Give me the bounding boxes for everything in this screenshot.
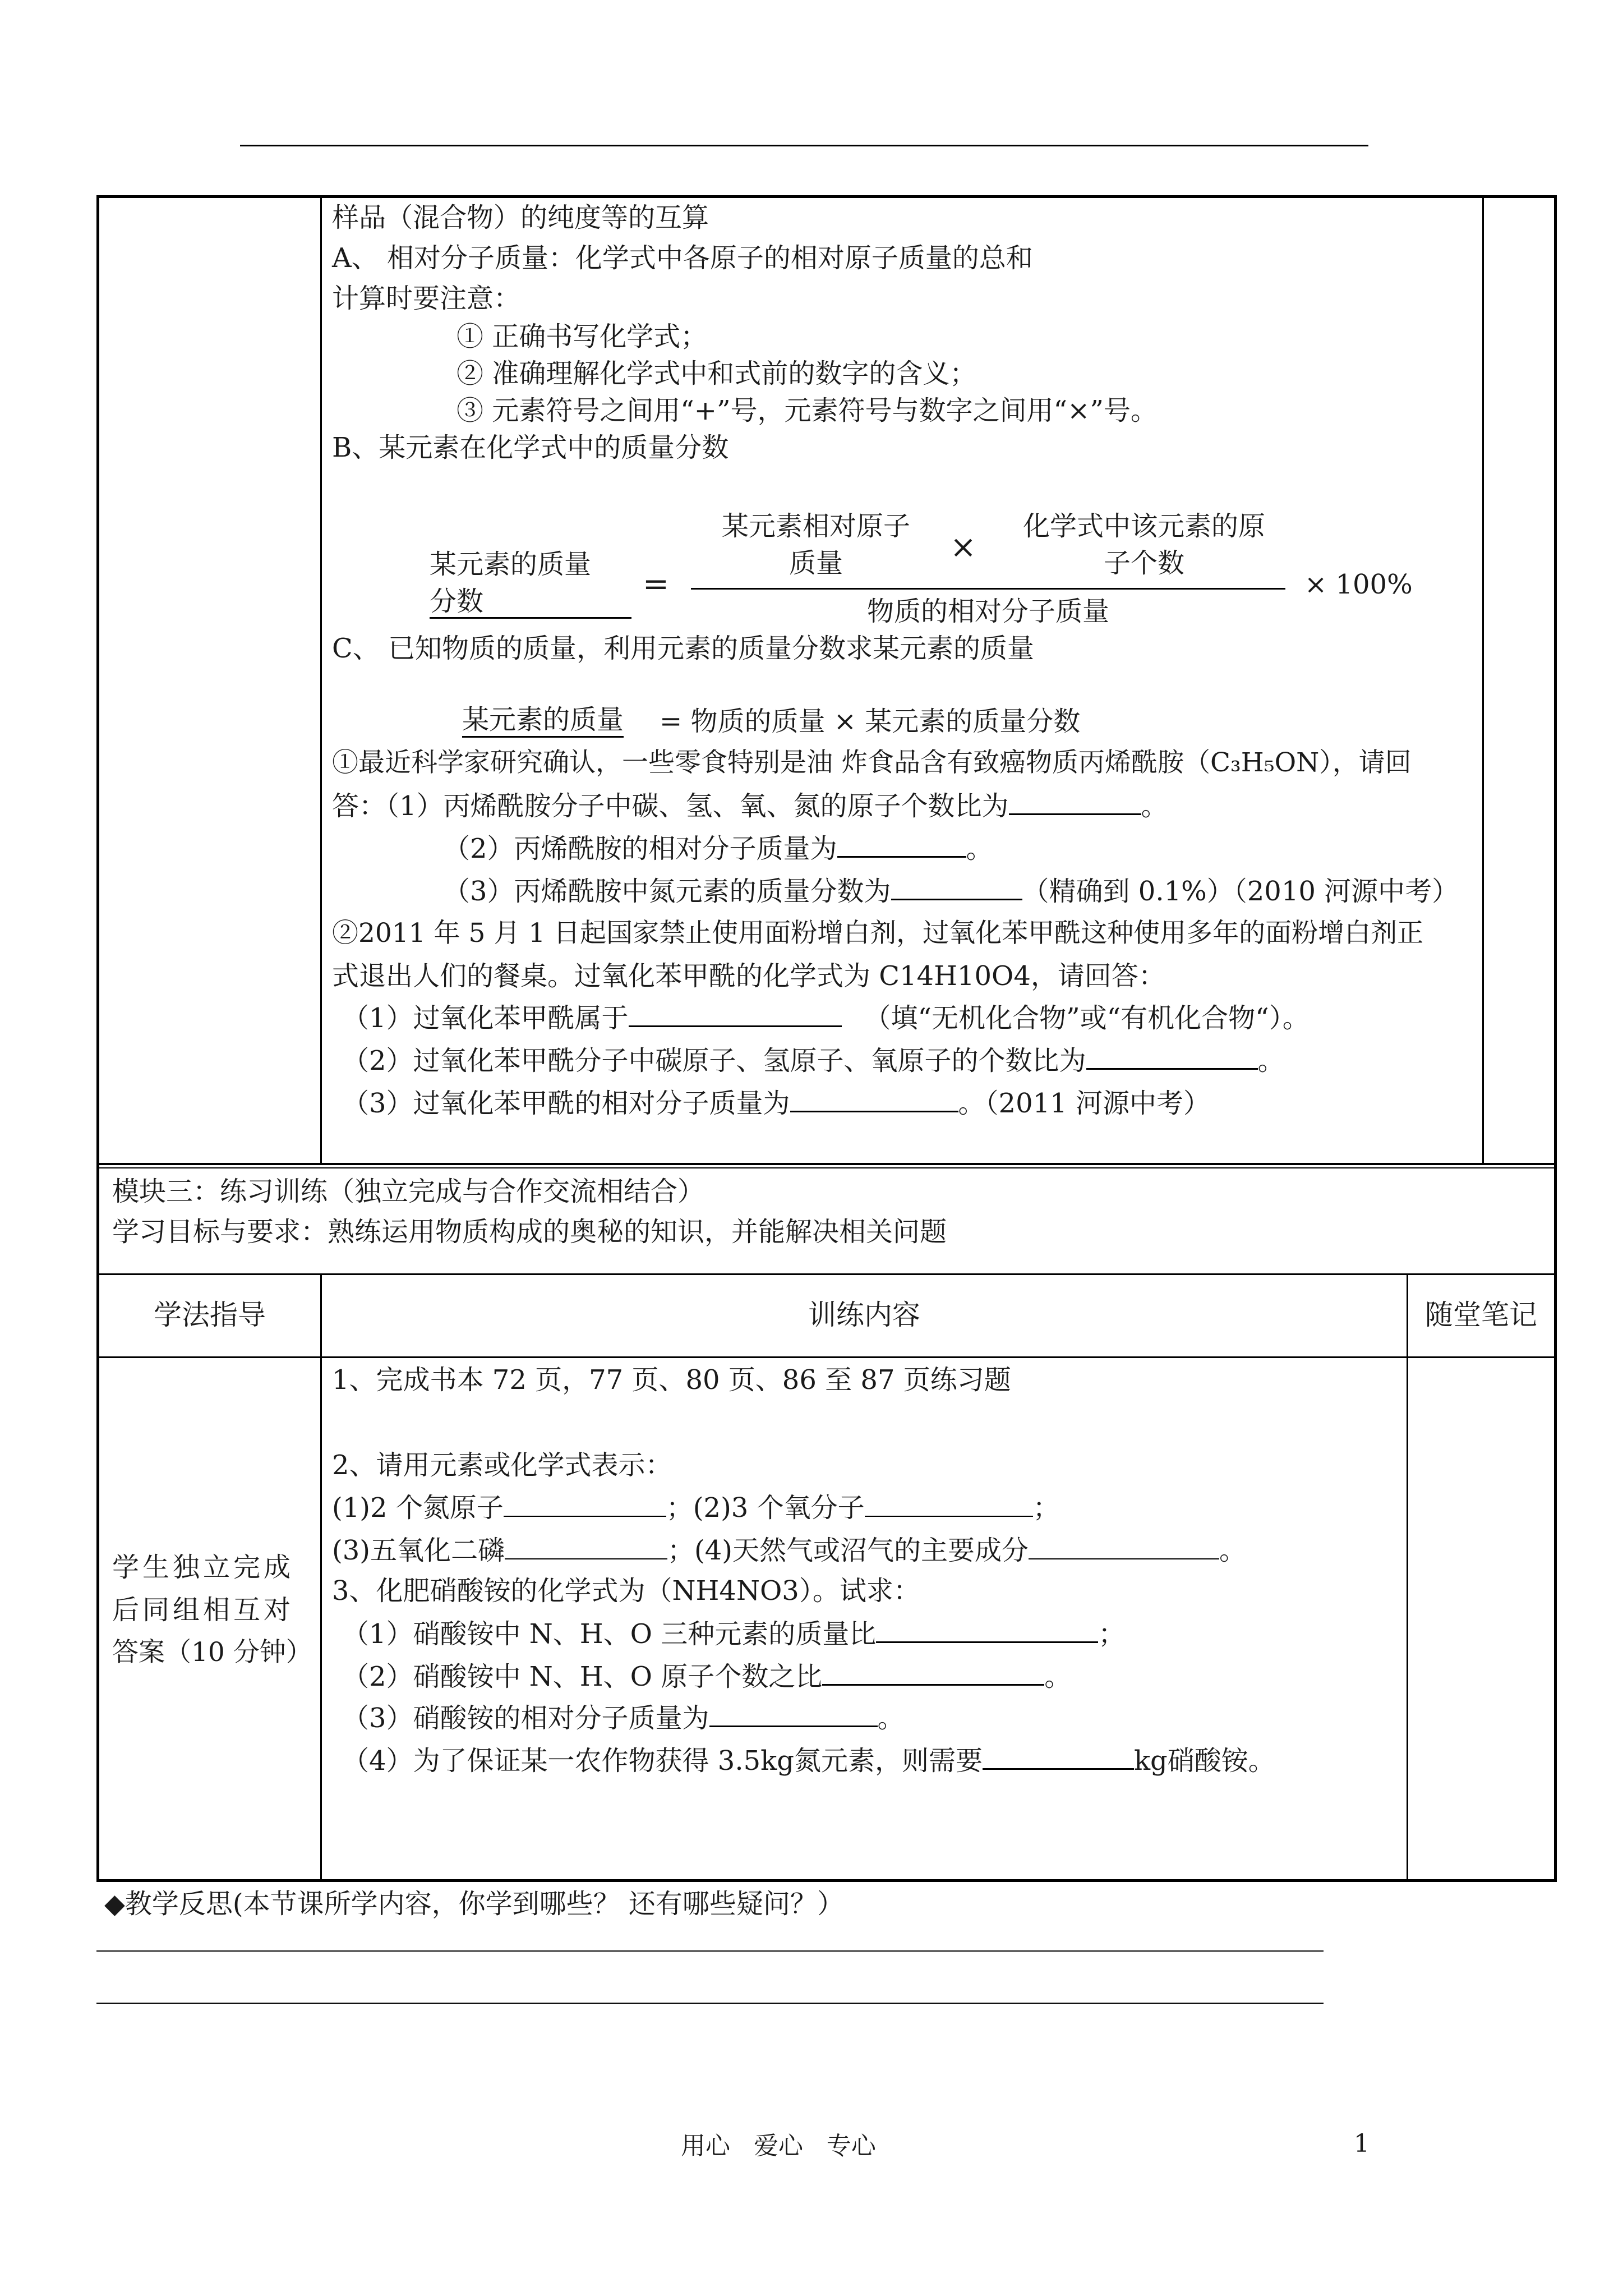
training-item3-4	[342, 1742, 1275, 1779]
q2-3-blank[interactable]	[790, 1085, 958, 1112]
item3-4-end: kg硝酸铵。	[1133, 1745, 1275, 1777]
table-top-border	[96, 195, 1557, 198]
q2-2	[342, 1042, 1285, 1079]
a-item-3: ③ 元素符号之间用“+”号，元素符号与数字之间用“×”号。	[457, 395, 1158, 426]
b-title: B、某元素在化学式中的质量分数	[332, 432, 729, 463]
q2-1-end: （填“无机化合物”或“有机化合物“）。	[864, 1002, 1310, 1034]
formula-b-lhs-underline	[430, 617, 631, 619]
formula-c-rhs: = 物质的质量 × 某元素的质量分数	[660, 706, 1081, 737]
q1-3-blank[interactable]	[891, 873, 1022, 900]
c-title: C、 已知物质的质量，利用元素的质量分数求某元素的质量	[332, 633, 1034, 664]
q2-3-text: （3）过氧化苯甲酰的相对分子质量为	[342, 1088, 790, 1119]
page-number: 1	[1354, 2129, 1370, 2158]
section1-line1: 样品（混合物）的纯度等的互算	[332, 202, 709, 233]
item3-2-text: （2）硝酸铵中 N、H、O 原子个数之比	[342, 1661, 823, 1692]
q2-1-blank[interactable]	[629, 1000, 842, 1027]
a-item-2: ② 准确理解化学式中和式前的数字的含义；	[457, 358, 977, 389]
item3-1-text: （1）硝酸铵中 N、H、O 三种元素的质量比	[342, 1618, 877, 1650]
item3-2-end: 。	[1044, 1661, 1072, 1692]
header-guide: 学法指导	[154, 1299, 266, 1331]
section1-divider-right	[1482, 195, 1484, 1165]
formula-b-fraction-bar	[691, 588, 1285, 590]
training-item2-row2	[332, 1533, 1246, 1568]
formula-b-lhs-2: 分数	[430, 586, 484, 617]
q2-3-end: 。（2011 河源中考）	[958, 1088, 1210, 1119]
a-title: A、 相对分子质量：化学式中各原子的相对原子质量的总和	[332, 242, 1033, 274]
formula-b-eq: =	[643, 566, 669, 602]
item2-1-blank[interactable]	[504, 1490, 666, 1517]
section1-divider-left	[320, 195, 322, 1165]
formula-b-times: ×	[950, 529, 976, 565]
q2-line1: ②2011 年 5 月 1 日起国家禁止使用面粉增白剂，过氧化苯甲酰这种使用多年的面粉增白剂正	[332, 918, 1424, 949]
q1-2-text: （2）丙烯酰胺的相对分子质量为	[443, 833, 837, 864]
reflection-title: ◆教学反思(本节课所学内容，你学到哪些？ 还有哪些疑问？）	[104, 1888, 844, 1920]
q1-line2-end: 。	[1141, 790, 1168, 822]
item3-1-blank[interactable]	[876, 1616, 1098, 1643]
module3-title: 模块三：练习训练（独立完成与合作交流相结合）	[112, 1176, 705, 1207]
item3-1-end: ；	[1098, 1618, 1126, 1650]
q1-3-text: （3）丙烯酰胺中氮元素的质量分数为	[443, 876, 891, 907]
guide-line-1: 学生独立完成	[112, 1552, 294, 1583]
section-separator-2	[96, 1167, 1557, 1168]
training-item3-2	[342, 1658, 1071, 1695]
q2-2-end: 。	[1257, 1045, 1285, 1076]
item2-3-text: (3)五氧化二磷	[332, 1535, 505, 1566]
q1-line1: ①最近科学家研究确认，一些零食特别是油 炸食品含有致癌物质丙烯酰胺（C₃H₅ON），请回	[332, 747, 1412, 778]
lower-divider-right	[1407, 1273, 1408, 1882]
item2-row2-end: 。	[1219, 1535, 1247, 1566]
q1-3	[443, 873, 1459, 909]
item2-2-blank[interactable]	[865, 1490, 1033, 1517]
training-item2-row1	[332, 1490, 1060, 1526]
q2-line2: 式退出人们的餐桌。过氧化苯甲酰的化学式为 C14H10O4，请回答：	[332, 960, 1165, 992]
q1-line2-text: 答：（1）丙烯酰胺分子中碳、氢、氧、氮的原子个数比为	[332, 790, 1009, 822]
q2-1-text: （1）过氧化苯甲酰属于	[342, 1002, 629, 1034]
item3-3-end: 。	[877, 1703, 905, 1734]
header-rule	[240, 145, 1368, 146]
module-row-bottom	[96, 1273, 1557, 1275]
training-item1: 1、完成书本 72 页，77 页、80 页、86 至 87 页练习题	[332, 1364, 1011, 1396]
formula-b-suffix: × 100%	[1304, 569, 1413, 600]
q2-2-blank[interactable]	[1086, 1042, 1258, 1070]
q1-3-end: （精确到 0.1%）（2010 河源中考）	[1022, 876, 1459, 907]
table-right-border	[1554, 195, 1557, 1882]
footer-motto: 用心 爱心 专心	[681, 2132, 876, 2160]
table-bottom-border	[96, 1879, 1557, 1882]
reflection-line-1	[96, 1950, 1324, 1952]
q1-2-end: 。	[966, 833, 993, 864]
training-item2: 2、请用元素或化学式表示：	[332, 1450, 672, 1481]
formula-b-num-left-1: 某元素相对原子	[721, 510, 910, 542]
training-item3: 3、化肥硝酸铵的化学式为（NH4NO3）。试求：	[332, 1575, 920, 1607]
formula-c-lhs: 某元素的质量	[462, 703, 624, 738]
item3-4-text: （4）为了保证某一农作物获得 3.5kg氮元素，则需要	[342, 1745, 983, 1777]
reflection-line-2	[96, 2003, 1324, 2004]
item2-row1-end: ；	[1032, 1492, 1060, 1524]
q1-1-blank[interactable]	[1009, 788, 1141, 815]
item3-4-blank[interactable]	[983, 1742, 1134, 1770]
header-training: 训练内容	[808, 1299, 920, 1331]
lower-divider-left	[320, 1273, 322, 1882]
formula-b-num-right-2: 子个数	[1103, 547, 1184, 579]
item3-3-text: （3）硝酸铵的相对分子质量为	[342, 1703, 709, 1734]
training-item3-3	[342, 1700, 905, 1736]
item3-2-blank[interactable]	[822, 1658, 1044, 1686]
item3-3-blank[interactable]	[709, 1700, 878, 1727]
formula-b-num-right-1: 化学式中该元素的原	[1022, 510, 1265, 542]
item2-2-text: ；(2)3 个氧分子	[666, 1492, 865, 1524]
a-item-1: ① 正确书写化学式；	[457, 321, 708, 352]
a-note: 计算时要注意：	[332, 283, 521, 314]
formula-b-denominator: 物质的相对分子质量	[866, 596, 1109, 627]
training-item3-1	[342, 1616, 1125, 1652]
header-row-bottom	[96, 1356, 1557, 1358]
item2-1-text: (1)2 个氮原子	[332, 1492, 504, 1524]
item2-3-blank[interactable]	[505, 1533, 667, 1559]
header-notes: 随堂笔记	[1425, 1299, 1537, 1331]
q1-line2	[332, 788, 1168, 824]
formula-b-num-left-2: 质量	[789, 547, 843, 579]
q2-1	[342, 1000, 1310, 1036]
guide-line-2: 后同组相互对	[112, 1594, 294, 1626]
q1-2-blank[interactable]	[837, 830, 966, 858]
q1-2	[443, 830, 993, 867]
q2-3	[342, 1085, 1210, 1121]
module3-goal: 学习目标与要求：熟练运用物质构成的奥秘的知识，并能解决相关问题	[112, 1216, 947, 1248]
item2-4-text: ；(4)天然气或沼气的主要成分	[667, 1535, 1029, 1566]
item2-4-blank[interactable]	[1029, 1533, 1219, 1559]
q2-2-text: （2）过氧化苯甲酰分子中碳原子、氢原子、氧原子的个数比为	[342, 1045, 1086, 1076]
formula-b-lhs-1: 某元素的质量	[430, 549, 592, 580]
table-left-border	[96, 195, 99, 1882]
guide-line-3: 答案（10 分钟）	[112, 1637, 312, 1668]
section-separator	[96, 1163, 1557, 1165]
